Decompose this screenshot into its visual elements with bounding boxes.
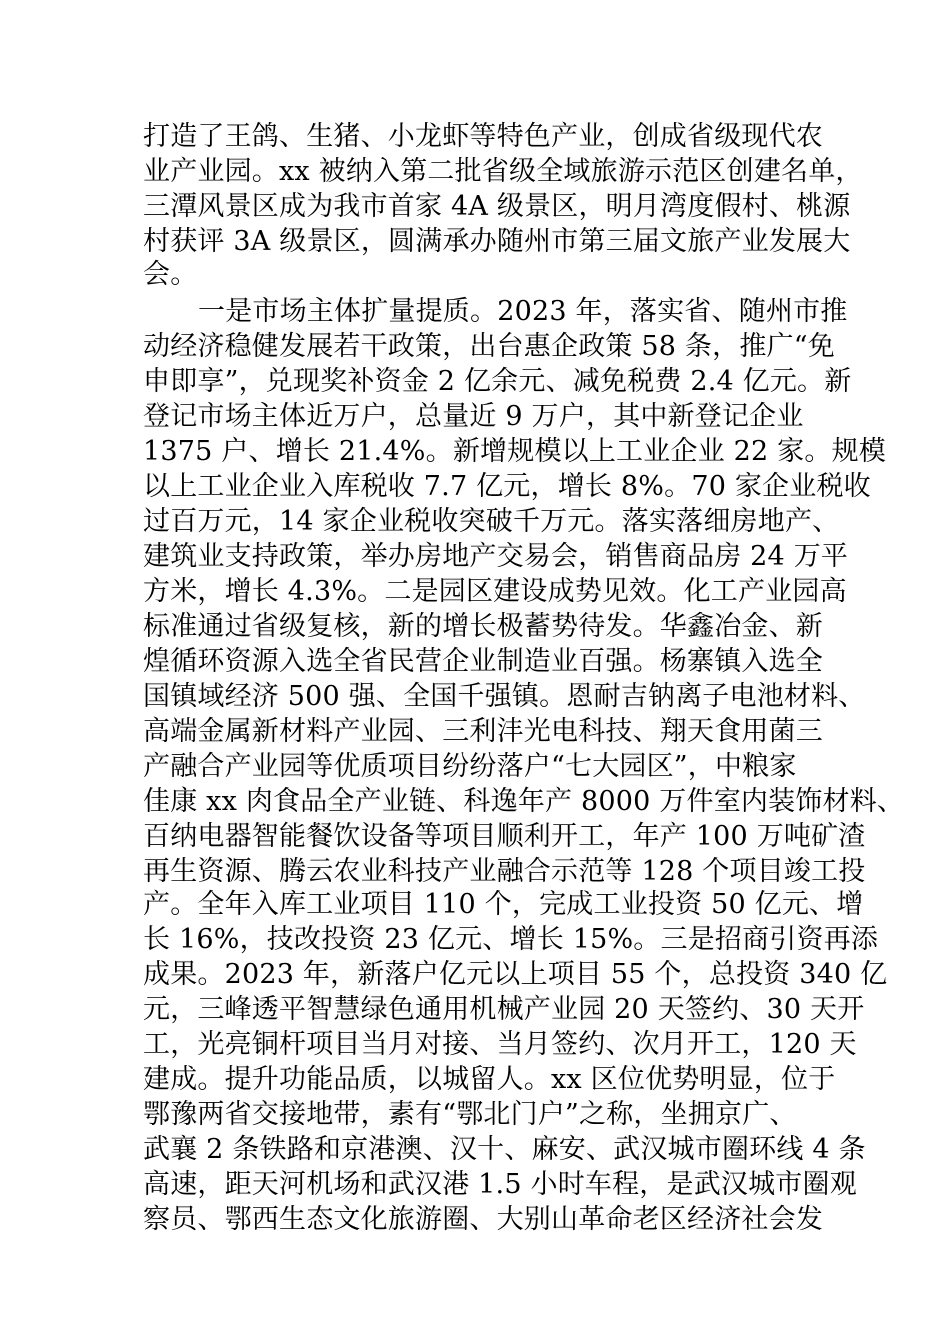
text-line-24: 长 16%，技改投资 23 亿元、增长 15%。三是招商引资再添 xyxy=(143,924,879,955)
text-line-22: 再生资源、腾云农业科技产业融合示范等 128 个项目竣工投 xyxy=(143,856,866,887)
text-line-16: 煌循环资源入选全省民营企业制造业百强。杨寨镇入选全 xyxy=(143,646,823,677)
text-line-17: 国镇域经济 500 强、全国千强镇。恩耐吉钠离子电池材料、 xyxy=(143,681,866,712)
text-line-29: 鄂豫两省交接地带，素有“鄂北门户”之称，坐拥京广、 xyxy=(143,1099,797,1130)
text-line-31: 高速，距天河机场和武汉港 1.5 小时车程，是武汉城市圈观 xyxy=(143,1169,857,1200)
text-line-18: 高端金属新材料产业园、三利沣光电科技、翔天食用菌三 xyxy=(143,716,823,747)
text-line-14: 方米，增长 4.3%。二是园区建设成势见效。化工产业园高 xyxy=(143,576,847,607)
text-line-26: 元，三峰透平智慧绿色通用机械产业园 20 天签约、30 天开 xyxy=(143,994,865,1025)
text-line-4: 村获评 3A 级景区，圆满承办随州市第三届文旅产业发展大 xyxy=(143,226,851,257)
text-line-12: 过百万元，14 家企业税收突破千万元。落实落细房地产、 xyxy=(143,506,840,537)
text-line-10: 1375 户、增长 21.4%。新增规模以上工业企业 22 家。规模 xyxy=(143,436,886,467)
text-line-23: 产。全年入库工业项目 110 个，完成工业投资 50 亿元、增 xyxy=(143,889,864,920)
text-line-11: 以上工业企业入库税收 7.7 亿元，增长 8%。70 家企业税收 xyxy=(143,471,871,502)
text-line-5: 会。 xyxy=(143,259,198,290)
paragraph-start-line: 一是市场主体扩量提质。2023 年，落实省、随州市推 xyxy=(198,296,848,327)
text-line-15: 标准通过省级复核，新的增长极蓄势待发。华鑫冶金、新 xyxy=(143,611,823,642)
text-line-19: 产融合产业园等优质项目纷纷落户“七大园区”，中粮家 xyxy=(143,751,797,782)
text-line-7: 动经济稳健发展若干政策，出台惠企政策 58 条，推广“免 xyxy=(143,331,835,362)
text-line-8: 申即享”，兑现奖补资金 2 亿余元、减免税费 2.4 亿元。新 xyxy=(143,366,852,397)
text-line-25: 成果。2023 年，新落户亿元以上项目 55 个，总投资 340 亿 xyxy=(143,959,888,990)
text-line-9: 登记市场主体近万户，总量近 9 万户，其中新登记企业 xyxy=(143,401,804,432)
text-line-32: 察员、鄂西生态文化旅游圈、大别山革命老区经济社会发 xyxy=(143,1204,823,1235)
text-line-13: 建筑业支持政策，举办房地产交易会，销售商品房 24 万平 xyxy=(143,541,849,572)
text-line-30: 武襄 2 条铁路和京港澳、汉十、麻安、武汉城市圈环线 4 条 xyxy=(143,1134,866,1165)
text-line-21: 百纳电器智能餐饮设备等项目顺利开工，年产 100 万吨矿渣 xyxy=(143,821,866,852)
text-line-27: 工，光亮铜杆项目当月对接、当月签约、次月开工，120 天 xyxy=(143,1029,857,1060)
text-line-28: 建成。提升功能品质，以城留人。xx 区位优势明显，位于 xyxy=(143,1064,836,1095)
text-line-20: 佳康 xx 肉食品全产业链、科逸年产 8000 万件室内装饰材料、 xyxy=(143,786,905,817)
text-line-3: 三潭风景区成为我市首家 4A 级景区，明月湾度假村、桃源 xyxy=(143,191,851,222)
text-line-1: 打造了王鸽、生猪、小龙虾等特色产业，创成省级现代农 xyxy=(143,121,823,152)
text-line-2: 业产业园。xx 被纳入第二批省级全域旅游示范区创建名单， xyxy=(143,156,863,187)
